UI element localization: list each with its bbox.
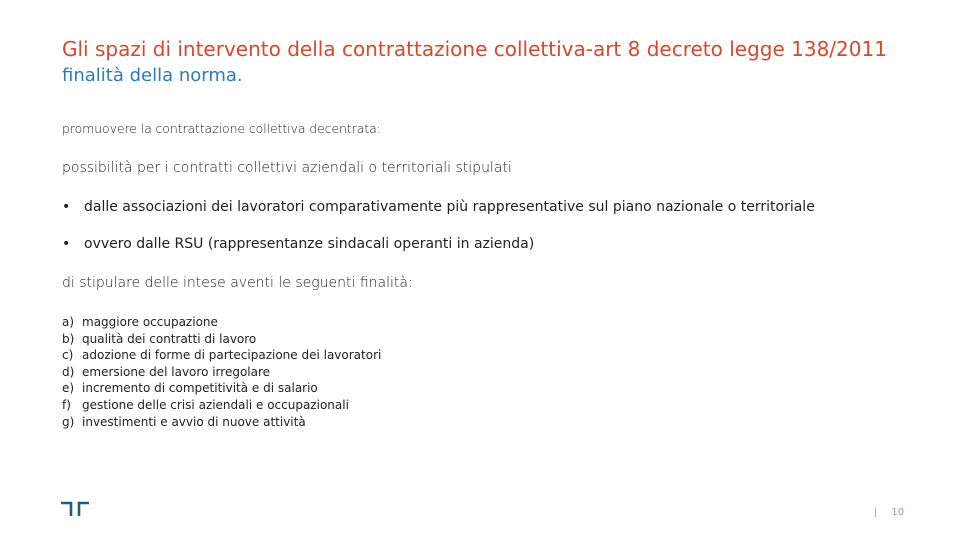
list-marker: d) [62, 364, 75, 379]
list-text: emersione del lavoro irregolare [82, 364, 271, 379]
list-text: qualità dei contratti di lavoro [82, 331, 257, 346]
list-text: incremento di competitività e di salario [82, 381, 318, 396]
list-text: gestione delle crisi aziendali e occupazionali [82, 397, 349, 412]
list-marker: b) [62, 331, 75, 346]
bullet-text: dalle associazioni dei lavoratori comparativamente più rappresentative sul piano nazionale o territoriale [84, 199, 815, 215]
list-marker: a) [62, 315, 75, 329]
bullet-dot: • [62, 199, 71, 215]
list-item [62, 380, 381, 397]
list-text: adozione di forme di partecipazione dei lavoratori [82, 348, 382, 363]
slide-title: Gli spazi di intervento della contrattazione collettiva-art 8 decreto legge 138/2011 [62, 37, 887, 61]
purpose-intro: di stipulare delle intese aventi le seguenti finalità: [62, 275, 413, 291]
list-item [62, 364, 381, 381]
page-footer [874, 507, 904, 518]
bullet-item [62, 199, 815, 215]
bullet-text: ovvero dalle RSU (rappresentanze sindacali operanti in azienda) [84, 236, 535, 252]
purpose-list [62, 314, 381, 430]
list-text: investimenti e avvio di nuove attività [82, 414, 306, 429]
list-item [62, 397, 381, 414]
footer-separator: | [874, 507, 878, 518]
brand-logo-icon [60, 500, 90, 518]
list-marker: e) [62, 381, 75, 396]
list-item [62, 331, 381, 348]
bullet-item [62, 236, 534, 252]
slide-subtitle: finalità della norma. [62, 65, 243, 86]
list-marker: c) [62, 348, 74, 363]
list-item [62, 347, 381, 364]
list-marker: f) [62, 397, 71, 412]
possibility-text: possibilità per i contratti collettivi aziendali o territoriali stipulati [62, 160, 512, 176]
list-marker: g) [62, 414, 75, 429]
list-item [62, 414, 381, 431]
intro-text: promuovere la contrattazione collettiva decentrata: [62, 121, 381, 136]
list-text: maggiore occupazione [82, 315, 218, 329]
page-number: 10 [891, 507, 905, 518]
bullet-dot: • [62, 236, 71, 252]
list-item [62, 314, 381, 331]
